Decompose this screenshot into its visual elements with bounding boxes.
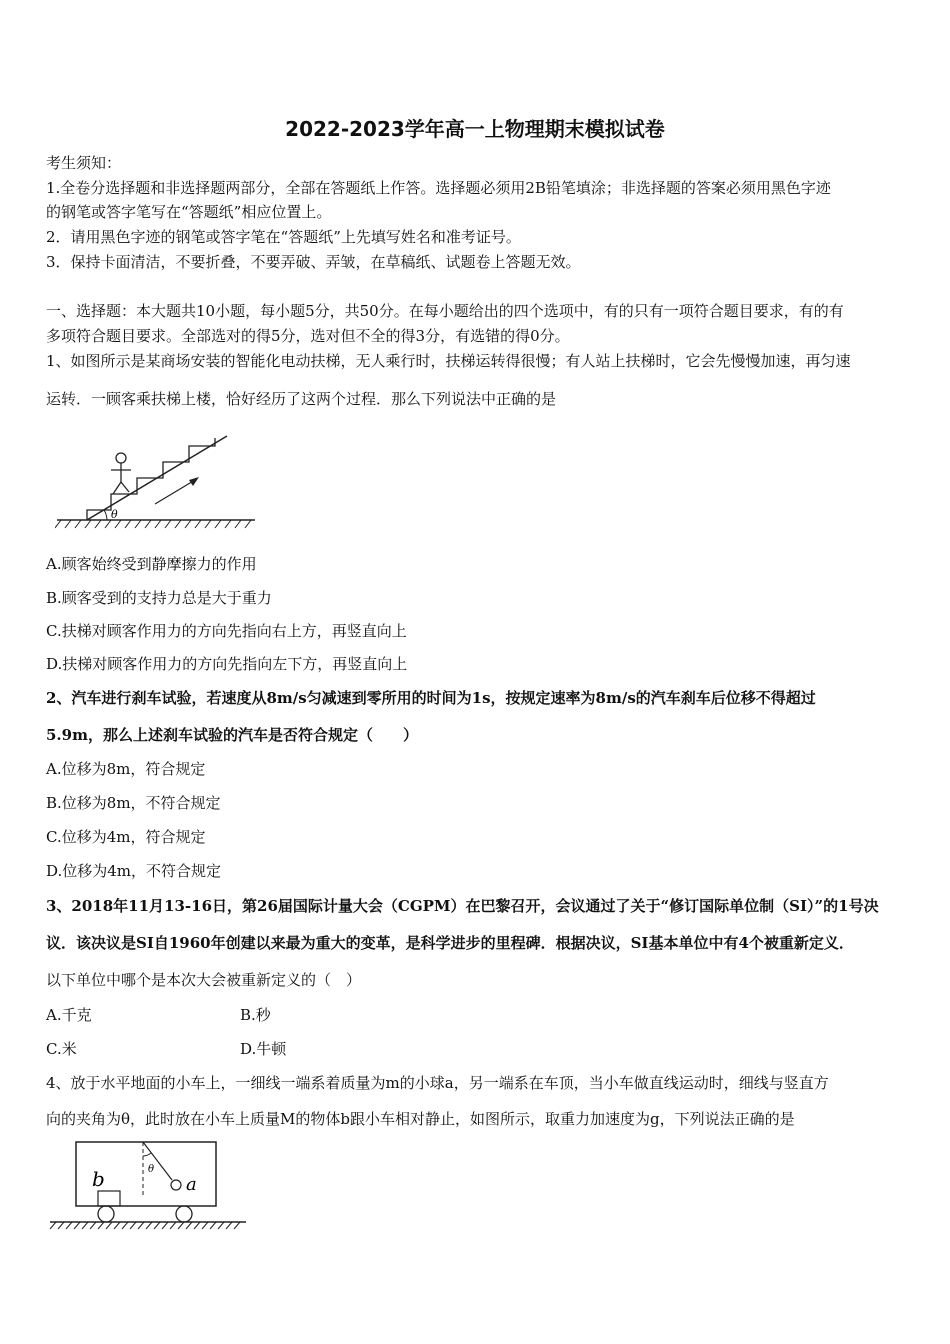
section-instructions: 一、选择题：本大题共10小题，每小题5分，共50分。在每小题给出的四个选项中，有的只有一项符合题目要求，有的有 bbox=[46, 302, 844, 320]
question-3-text: 以下单位中哪个是本次大会被重新定义的（ ） bbox=[46, 971, 362, 989]
question-2-text: 5.9m，那么上述刹车试验的汽车是否符合规定（ ） bbox=[46, 726, 418, 744]
notice-item: 2．请用黑色字迹的钢笔或答字笔在“答题纸”上先填写姓名和准考证号。 bbox=[46, 228, 521, 246]
q2-option-b: B.位移为8m，不符合规定 bbox=[46, 794, 221, 812]
cart-figure bbox=[48, 1138, 248, 1233]
section-instructions: 多项符合题目要求。全部选对的得5分，选对但不全的得3分，有选错的得0分。 bbox=[46, 327, 570, 345]
notice-item: 1.全卷分选择题和非选择题两部分，全部在答题纸上作答。选择题必须用2B铅笔填涂；非选择题的答案必须用黑色字迹 bbox=[46, 179, 831, 197]
escalator-figure bbox=[55, 430, 260, 532]
notice-heading: 考生须知： bbox=[46, 154, 122, 172]
question-4-text: 向的夹角为θ，此时放在小车上质量M的物体b跟小车相对静止，如图所示，取重力加速度为g，下列说法正确的是 bbox=[46, 1110, 795, 1128]
question-4-text: 4、放于水平地面的小车上，一细线一端系着质量为m的小球a，另一端系在车顶，当小车做直线运动时，细线与竖直方 bbox=[46, 1074, 829, 1092]
q1-option-c: C.扶梯对顾客作用力的方向先指向右上方，再竖直向上 bbox=[46, 622, 407, 640]
notice-item: 3．保持卡面清洁，不要折叠，不要弄破、弄皱，在草稿纸、试题卷上答题无效。 bbox=[46, 253, 581, 271]
q3-option-d: D.牛顿 bbox=[240, 1040, 287, 1058]
q1-option-b: B.顾客受到的支持力总是大于重力 bbox=[46, 589, 272, 607]
notice-item: 的钢笔或答字笔写在“答题纸”相应位置上。 bbox=[46, 203, 332, 221]
q3-option-c: C.米 bbox=[46, 1040, 77, 1058]
question-1-text: 运转．一顾客乘扶梯上楼，恰好经历了这两个过程．那么下列说法中正确的是 bbox=[46, 390, 557, 408]
question-3-text: 3、2018年11月13-16日，第26届国际计量大会（CGPM）在巴黎召开，会议通过了关于“修订国际单位制（SI）”的1号决 bbox=[46, 897, 879, 915]
question-2-text: 2、汽车进行刹车试验，若速度从8m/s匀减速到零所用的时间为1s，按规定速率为8m/s的汽车刹车后位移不得超过 bbox=[46, 689, 816, 707]
angle-label: θ bbox=[111, 508, 118, 521]
question-3-text: 议．该决议是SI自1960年创建以来最为重大的变革，是科学进步的里程碑．根据决议，SI基本单位中有4个被重新定义． bbox=[46, 934, 854, 952]
q1-option-a: A.顾客始终受到静摩擦力的作用 bbox=[46, 555, 257, 573]
theta-label: θ bbox=[148, 1164, 155, 1175]
q2-option-c: C.位移为4m，符合规定 bbox=[46, 828, 206, 846]
page-title: 2022-2023学年高一上物理期末模拟试卷 bbox=[285, 117, 665, 141]
q3-option-b: B.秒 bbox=[240, 1006, 271, 1024]
block-label: b bbox=[92, 1167, 105, 1191]
question-1-text: 1、如图所示是某商场安装的智能化电动扶梯，无人乘行时，扶梯运转得很慢；有人站上扶梯时，它会先慢慢加速，再匀速 bbox=[46, 352, 851, 370]
q3-option-a: A.千克 bbox=[46, 1006, 92, 1024]
q2-option-a: A.位移为8m，符合规定 bbox=[46, 760, 206, 778]
ball-label: a bbox=[186, 1174, 197, 1195]
q1-option-d: D.扶梯对顾客作用力的方向先指向左下方，再竖直向上 bbox=[46, 655, 408, 673]
q2-option-d: D.位移为4m，不符合规定 bbox=[46, 862, 222, 880]
